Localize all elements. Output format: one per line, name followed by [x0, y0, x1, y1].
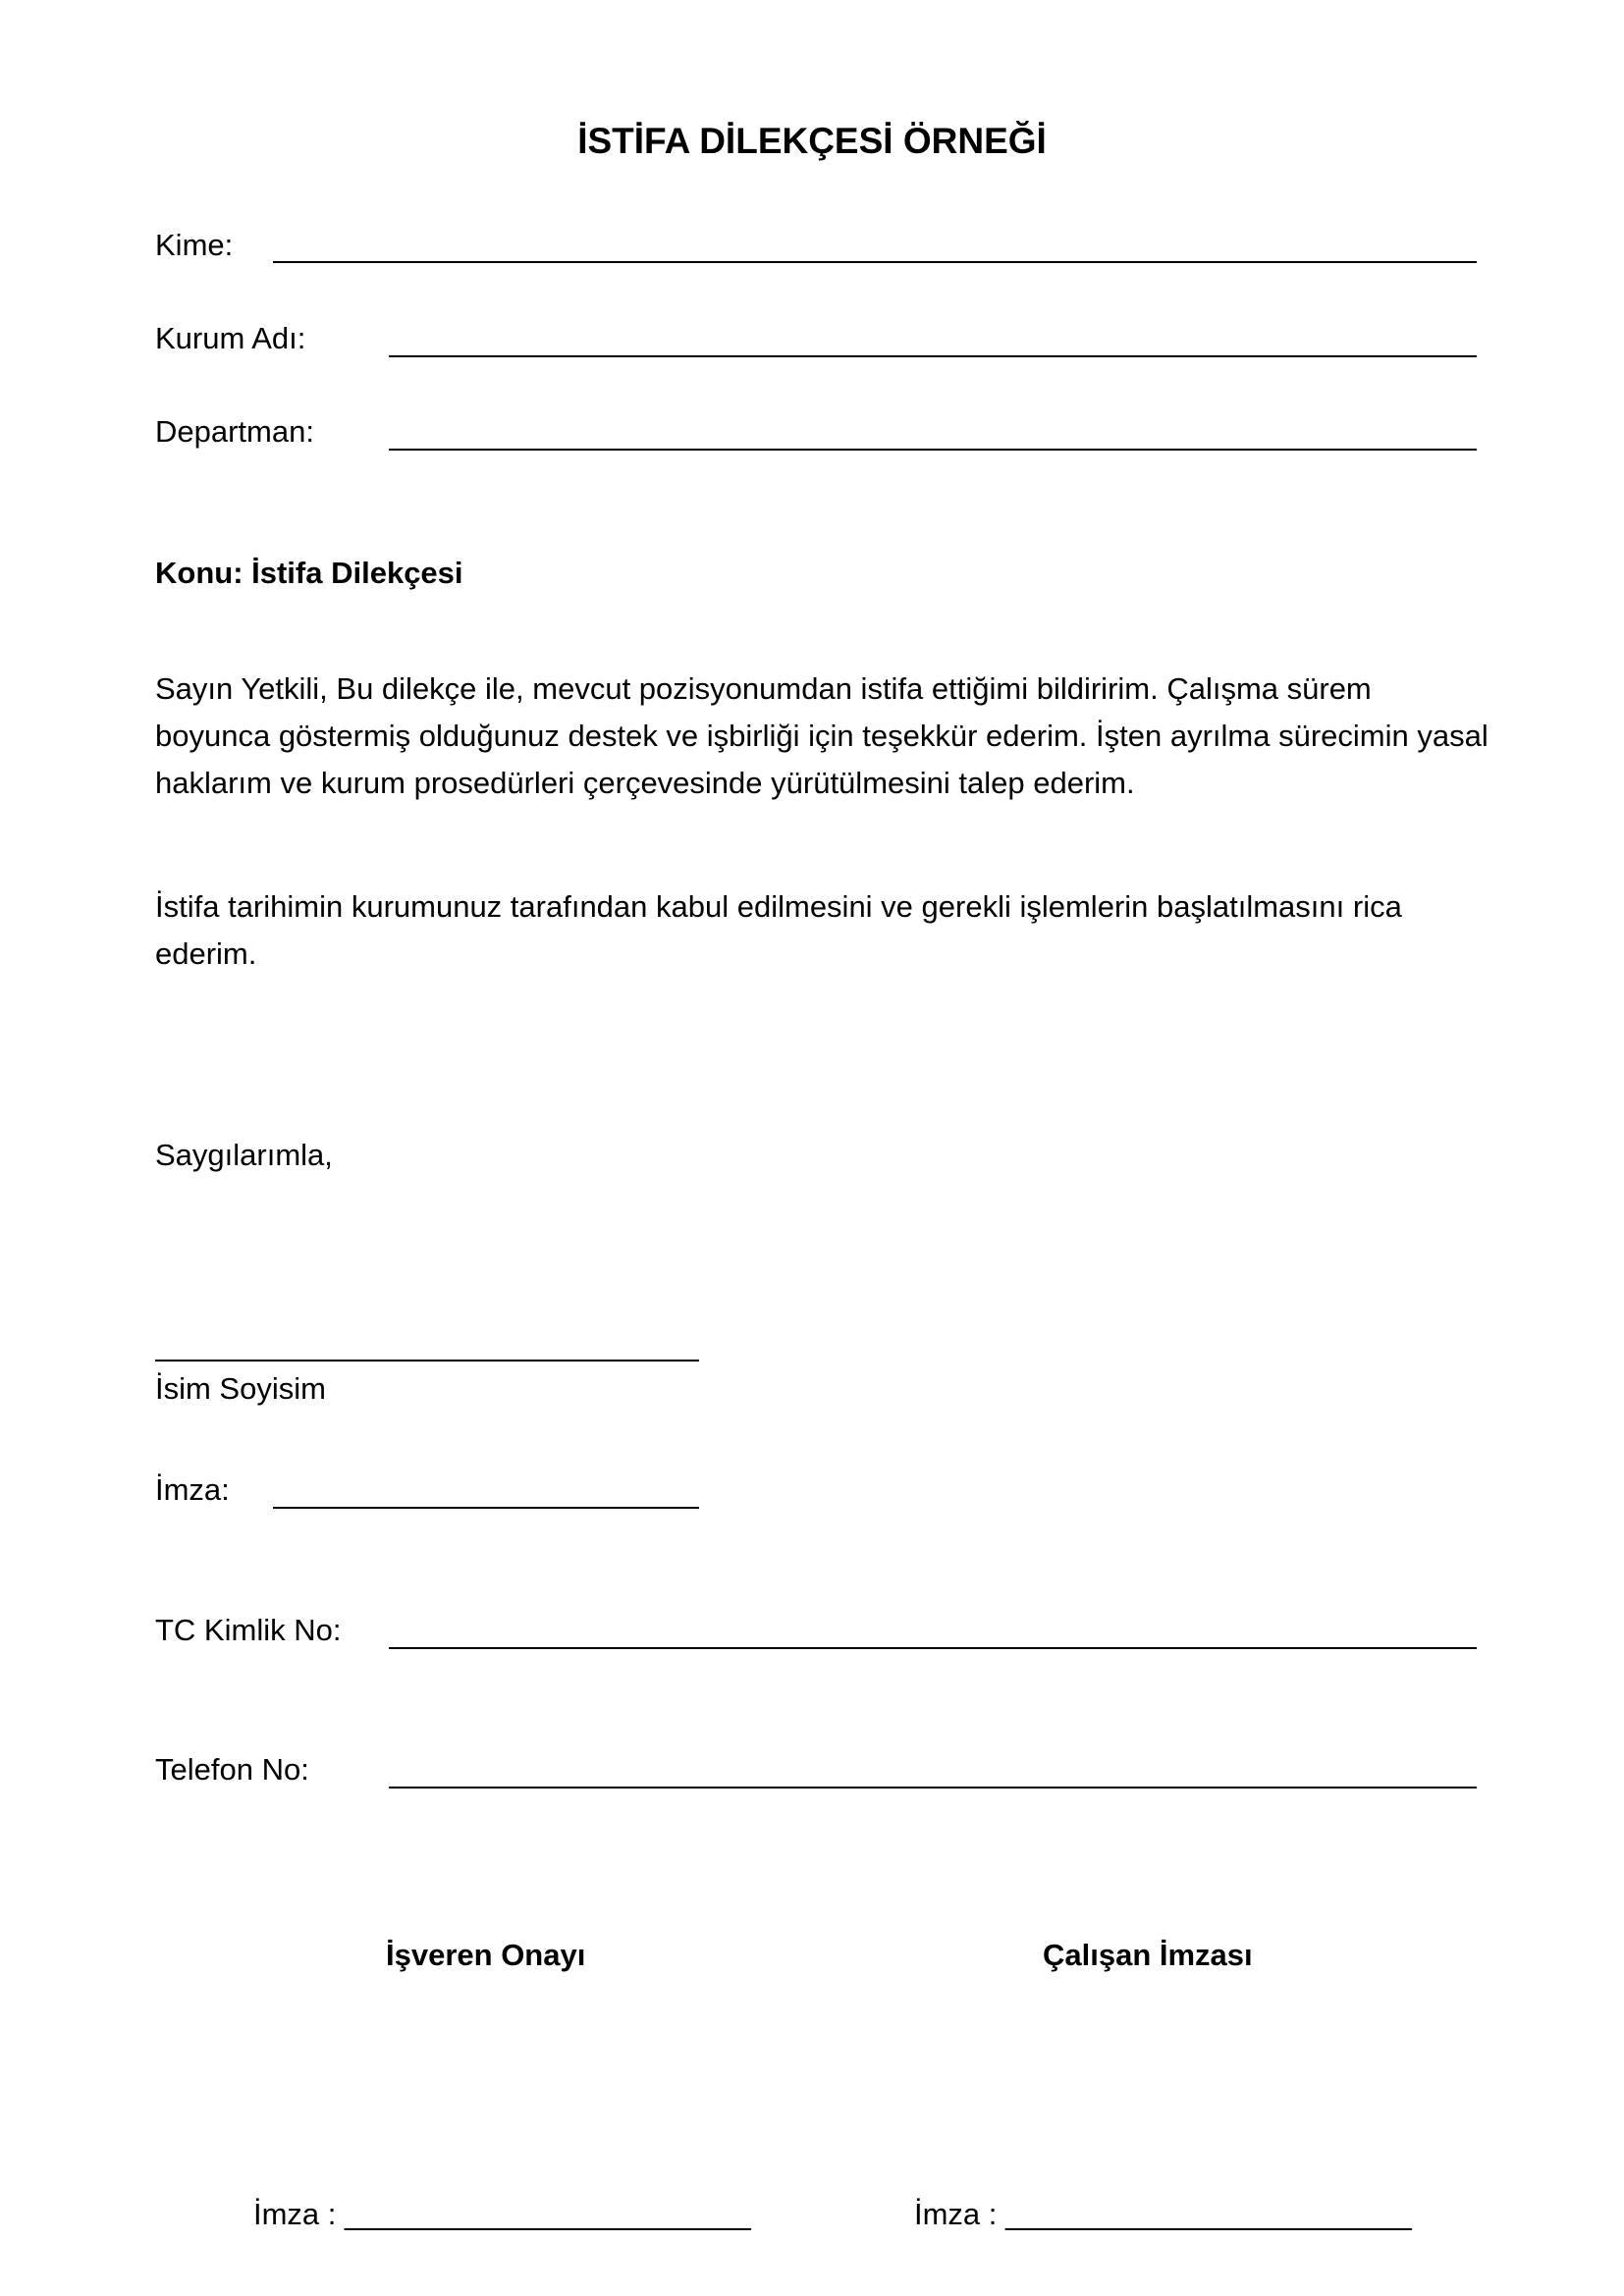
- paragraph-line: haklarım ve kurum prosedürleri çerçevesinde yürütülmesini talep ederim.: [155, 766, 1135, 800]
- tc-field[interactable]: [389, 1647, 1477, 1649]
- phone-label: Telefon No:: [155, 1752, 309, 1787]
- name-signature-line[interactable]: [155, 1360, 699, 1362]
- employee-signature-heading: Çalışan İmzası: [1043, 1938, 1253, 1972]
- employer-approval-heading: İşveren Onayı: [386, 1938, 586, 1972]
- closing-text: Saygılarımla,: [155, 1138, 333, 1172]
- name-label: İsim Soyisim: [155, 1371, 326, 1406]
- kurum-label: Kurum Adı:: [155, 321, 306, 355]
- body-paragraph-2: [155, 883, 1490, 978]
- departman-field[interactable]: [389, 449, 1477, 451]
- employer-signature-field[interactable]: İmza : ________________________: [253, 2197, 751, 2231]
- paragraph-line: İstifa tarihimin kurumunuz tarafından kabul edilmesini ve gerekli işlemlerin başlatılmasını rica: [155, 889, 1402, 924]
- body-paragraph-1: [155, 666, 1490, 807]
- departman-label: Departman:: [155, 414, 314, 449]
- employee-signature-field[interactable]: İmza : ________________________: [914, 2197, 1412, 2231]
- phone-field[interactable]: [389, 1787, 1477, 1789]
- kime-field[interactable]: [273, 261, 1477, 263]
- tc-label: TC Kimlik No:: [155, 1613, 342, 1647]
- kime-label: Kime:: [155, 228, 234, 262]
- imza-field[interactable]: [273, 1507, 699, 1509]
- imza-label: İmza:: [155, 1472, 230, 1507]
- paragraph-line: boyunca göstermiş olduğunuz destek ve işbirliği için teşekkür ederim. İşten ayrılma sürecimin yasal: [155, 719, 1489, 753]
- kurum-field[interactable]: [389, 355, 1477, 357]
- paragraph-line: ederim.: [155, 936, 257, 971]
- paragraph-line: Sayın Yetkili, Bu dilekçe ile, mevcut pozisyonumdan istifa ettiğimi bildiririm. Çalışma sürem: [155, 671, 1372, 706]
- page-title: İSTİFA DİLEKÇESİ ÖRNEĞİ: [577, 121, 1047, 161]
- subject-line: Konu: İstifa Dilekçesi: [155, 556, 463, 590]
